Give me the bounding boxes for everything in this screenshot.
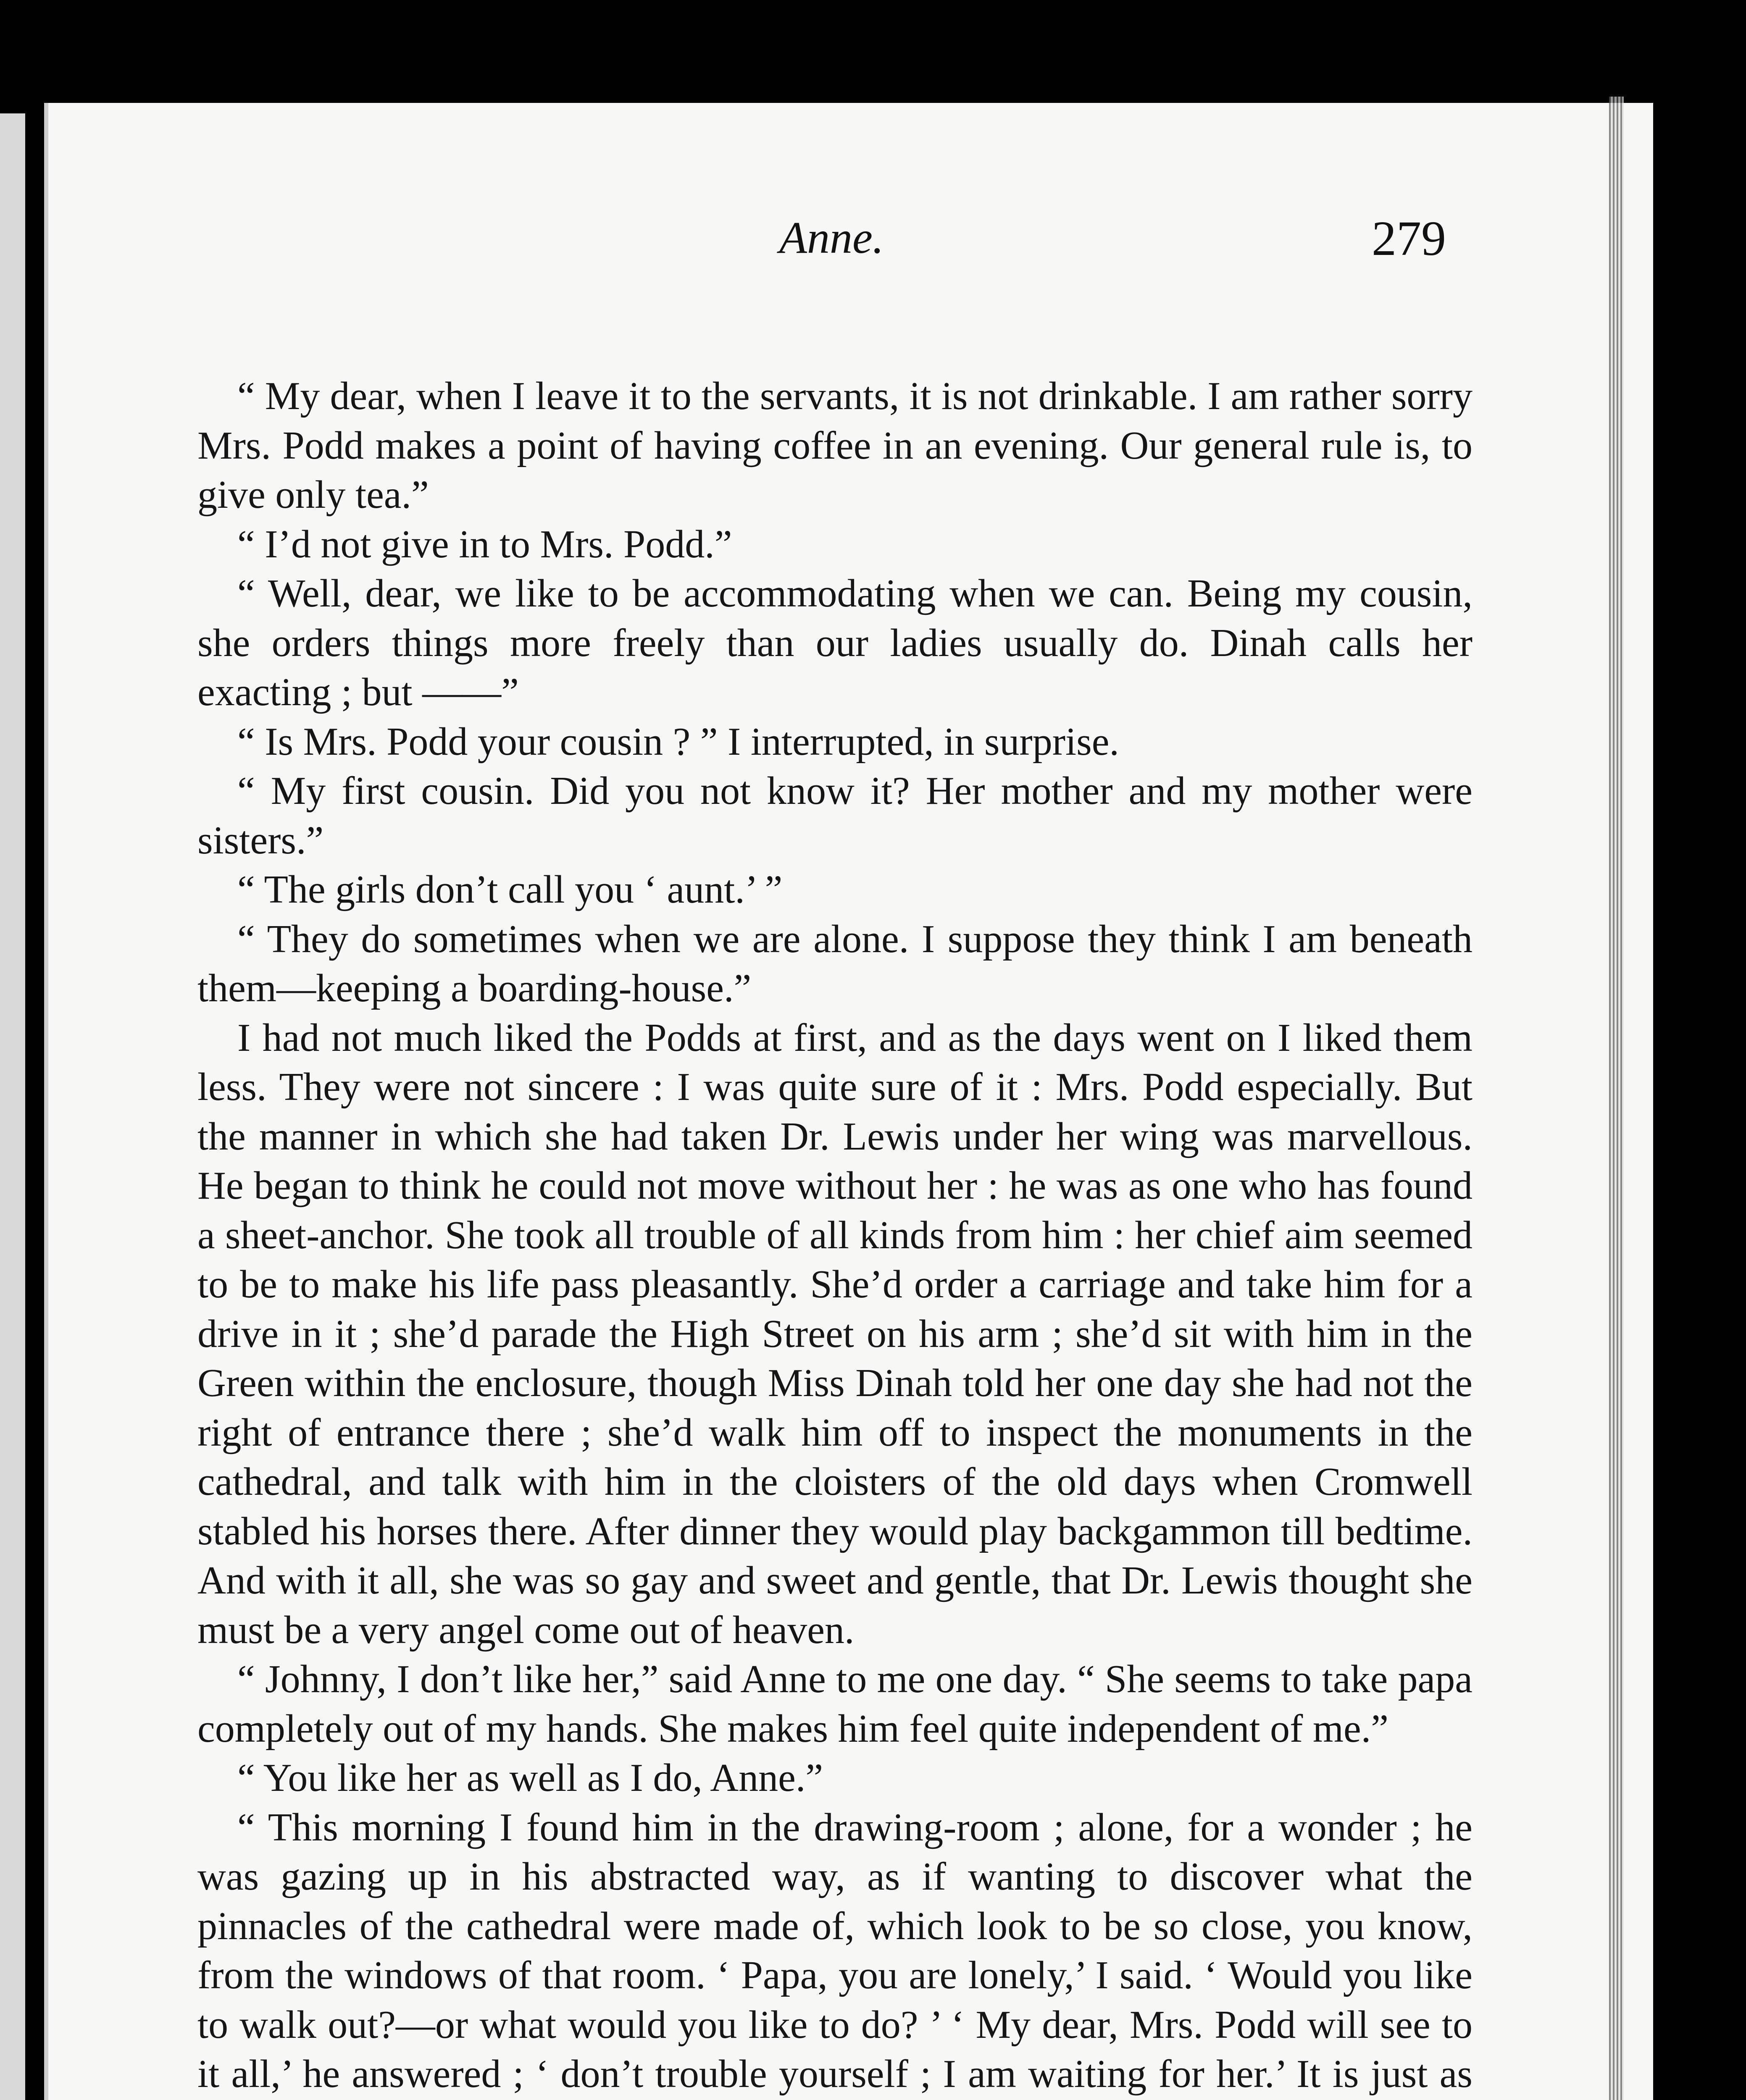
paragraph: “ My first cousin. Did you not know it? Her mother and my mother were sisters.”: [197, 769, 1473, 862]
page-header: [48, 212, 1653, 279]
page-number: 279: [1372, 211, 1446, 266]
running-title: Anne.: [779, 213, 884, 263]
paragraph: “ Johnny, I don’t like her,” said Anne to me one day. “ She seems to take papa completely out of my hands. She makes him feel quite independent of me.”: [197, 1657, 1473, 1751]
paragraph: “ Is Mrs. Podd your cousin ? ” I interrupted, in surprise.: [237, 719, 1119, 764]
previous-page-edge: [0, 113, 25, 2100]
paragraph: “ Well, dear, we like to be accommodating when we can. Being my cousin, she orders things more freely than our ladies usually do. Dinah calls her exacting ; but ——”: [197, 572, 1473, 714]
paragraph: “ You like her as well as I do, Anne.”: [237, 1756, 823, 1800]
book-page: [44, 103, 1653, 2100]
body-text: [197, 372, 1473, 2100]
paragraph: I had not much liked the Podds at first, and as the days went on I liked them less. They were not sincere : I was quite sure of it : Mrs. Podd especially. But the manner in which she had taken Dr. Lewis under her wing was marvellous. He began to think he could not move without her : he was as one who has found a sheet-anchor. She took all trouble of all kinds from him : her chief aim seemed to be to make his life pass pleasantly. She’d order a carriage and take him for a drive in it ; she’d parade the High Street on his arm ; she’d sit with him in the Green within the enclosure, though Miss Dinah told her one day she had not the right of entrance there ; she’d walk him off to inspect the monuments in the cathedral, and talk with him in the cloisters of the old days when Cromwell stabled his horses there. After dinner they would play backgammon till bedtime. And with it all, she was so gay and sweet and gentle, that Dr. Lewis thought she must be a very angel come out of heaven.: [197, 1016, 1473, 1652]
paragraph: “ I’d not give in to Mrs. Podd.”: [237, 522, 732, 566]
paragraph: “ This morning I found him in the drawing-room ; alone, for a wonder ; he was gazing up in his abstracted way, as if wanting to discover what the pinnacles of the cathedral were made of, which look to be so close, you know, from the windows of that room. ‘ Papa, you are lonely,’ I said. ‘ Would you like to walk out?—or what would you like to do? ’ ‘ My dear, Mrs. Podd will see to it all,’ he answered ; ‘ don’t trouble yourself ; I am waiting for her.’ It is just as: [197, 1805, 1473, 2096]
paragraph: “ They do sometimes when we are alone. I suppose they think I am beneath them—keeping a boarding-house.”: [197, 917, 1473, 1010]
paragraph: “ My dear, when I leave it to the servants, it is not drinkable. I am rather sorry Mrs. Podd makes a point of having coffee in an evening. Our general rule is, to give only tea.”: [197, 374, 1473, 517]
paragraph: “ The girls don’t call you ‘ aunt.’ ”: [237, 868, 783, 911]
page-stack-edge: [1609, 97, 1624, 2100]
